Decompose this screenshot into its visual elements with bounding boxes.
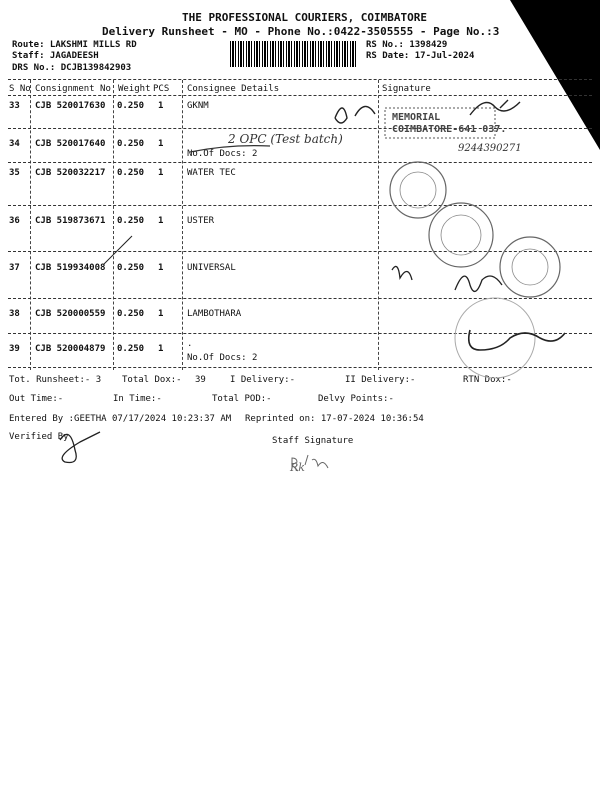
row37-signature-scribble bbox=[392, 266, 502, 291]
row-pcs: 1 bbox=[158, 263, 164, 273]
ii-delivery-label: II Delivery:- bbox=[345, 375, 416, 385]
row-weight: 0.250 bbox=[117, 101, 145, 111]
row-pcs: 1 bbox=[158, 216, 164, 226]
tot-runsheet: Tot. Runsheet:- 3 bbox=[9, 375, 102, 385]
row-consignment: CJB 519934008 bbox=[35, 263, 106, 273]
col-header-signature: Signature bbox=[382, 84, 431, 94]
row-consignment: CJB 519873671 bbox=[35, 216, 106, 226]
staff-label: Staff: JAGADEESH bbox=[12, 51, 99, 61]
row38-signature-scribble bbox=[469, 330, 565, 350]
staff-initials: Rk bbox=[290, 461, 305, 474]
row-pcs: 1 bbox=[158, 309, 164, 319]
row-consignee: WATER TEC bbox=[187, 168, 236, 178]
total-dox-label: Total Dox:- bbox=[122, 375, 182, 385]
row-consignment: CJB 520017640 bbox=[35, 139, 106, 149]
reprinted-on: Reprinted on: 17-07-2024 10:36:54 bbox=[245, 414, 424, 424]
universal-stamp bbox=[500, 237, 560, 297]
total-pod-label: Total POD:- bbox=[212, 394, 272, 404]
lambothara-stamp bbox=[455, 298, 535, 378]
col-header-consignment: Consignment No bbox=[35, 84, 111, 94]
uster-stamp-inner bbox=[441, 215, 481, 255]
col-header-weight: Weight bbox=[118, 84, 151, 94]
row-consignment: CJB 520000559 bbox=[35, 309, 106, 319]
row-sno: 36 bbox=[9, 216, 20, 226]
row-consignee: USTER bbox=[187, 216, 215, 226]
route-label: Route: LAKSHMI MILLS RD bbox=[12, 40, 137, 50]
row-consignment: CJB 520004879 bbox=[35, 344, 106, 354]
in-time-label: In Time:- bbox=[113, 394, 162, 404]
verified-by-signature bbox=[60, 432, 100, 463]
row34-handwritten-phone: 9244390271 bbox=[458, 143, 522, 154]
row-docs-note: No.Of Docs: 2 bbox=[187, 149, 258, 159]
i-delivery-label: I Delivery:- bbox=[230, 375, 296, 385]
row37-strike bbox=[104, 236, 132, 264]
rtn-dox-label: RTN Dox:- bbox=[463, 375, 512, 385]
col-header-sno: S No bbox=[9, 84, 31, 94]
row34-handwritten-note: 2 OPC (Test batch) bbox=[228, 132, 343, 146]
row-weight: 0.250 bbox=[117, 168, 145, 178]
row-sno: 39 bbox=[9, 344, 20, 354]
row-weight: 0.250 bbox=[117, 216, 145, 226]
universal-stamp-inner bbox=[512, 249, 548, 285]
rs-number: RS No.: 1398429 bbox=[366, 40, 448, 50]
row-sno: 34 bbox=[9, 139, 20, 149]
row-sno: 38 bbox=[9, 309, 20, 319]
row-consignee: . bbox=[187, 339, 193, 349]
total-dox-value: 39 bbox=[195, 375, 206, 385]
row-sno: 35 bbox=[9, 168, 20, 178]
stamp-coimbatore-text: COIMBATORE-641 037. bbox=[392, 124, 507, 135]
row-consignee: GKNM bbox=[187, 101, 209, 111]
row-pcs: 1 bbox=[158, 101, 164, 111]
watertec-stamp-inner bbox=[400, 172, 436, 208]
stamp-memorial-text: MEMORIAL bbox=[392, 112, 441, 123]
row-pcs: 1 bbox=[158, 168, 164, 178]
staff-signature-label: Staff Signature bbox=[272, 436, 354, 446]
col-header-pcs: PCS bbox=[153, 84, 170, 94]
verified-by-label: Verified By bbox=[9, 432, 69, 442]
row-weight: 0.250 bbox=[117, 263, 145, 273]
row34-underline bbox=[190, 146, 270, 152]
row-consignee: LAMBOTHARA bbox=[187, 309, 242, 319]
company-title: THE PROFESSIONAL COURIERS, COIMBATORE bbox=[182, 11, 428, 24]
entered-by: Entered By :GEETHA 07/17/2024 10:23:37 AM bbox=[9, 414, 232, 424]
row-sno: 37 bbox=[9, 263, 20, 273]
row-pcs: 1 bbox=[158, 139, 164, 149]
uster-stamp bbox=[429, 203, 493, 267]
watertec-stamp bbox=[390, 162, 446, 218]
drs-number: DRS No.: DCJB139842903 bbox=[12, 63, 132, 73]
row-weight: 0.250 bbox=[117, 309, 145, 319]
row-sno: 33 bbox=[9, 101, 20, 111]
delvy-points-label: Delvy Points:- bbox=[318, 394, 394, 404]
runsheet-subtitle: Delivery Runsheet - MO - Phone No.:0422-3505555 - Page No.:3 bbox=[102, 25, 500, 38]
out-time-label: Out Time:- bbox=[9, 394, 64, 404]
col-header-consignee: Consignee Details bbox=[187, 84, 280, 94]
row-weight: 0.250 bbox=[117, 139, 145, 149]
row-pcs: 1 bbox=[158, 344, 164, 354]
rs-date: RS Date: 17-Jul-2024 bbox=[366, 51, 475, 61]
row-consignment: CJB 520032217 bbox=[35, 168, 106, 178]
row-consignment: CJB 520017630 bbox=[35, 101, 106, 111]
row-weight: 0.250 bbox=[117, 344, 145, 354]
row-consignee: UNIVERSAL bbox=[187, 263, 236, 273]
row-docs-note: No.Of Docs: 2 bbox=[187, 353, 258, 363]
